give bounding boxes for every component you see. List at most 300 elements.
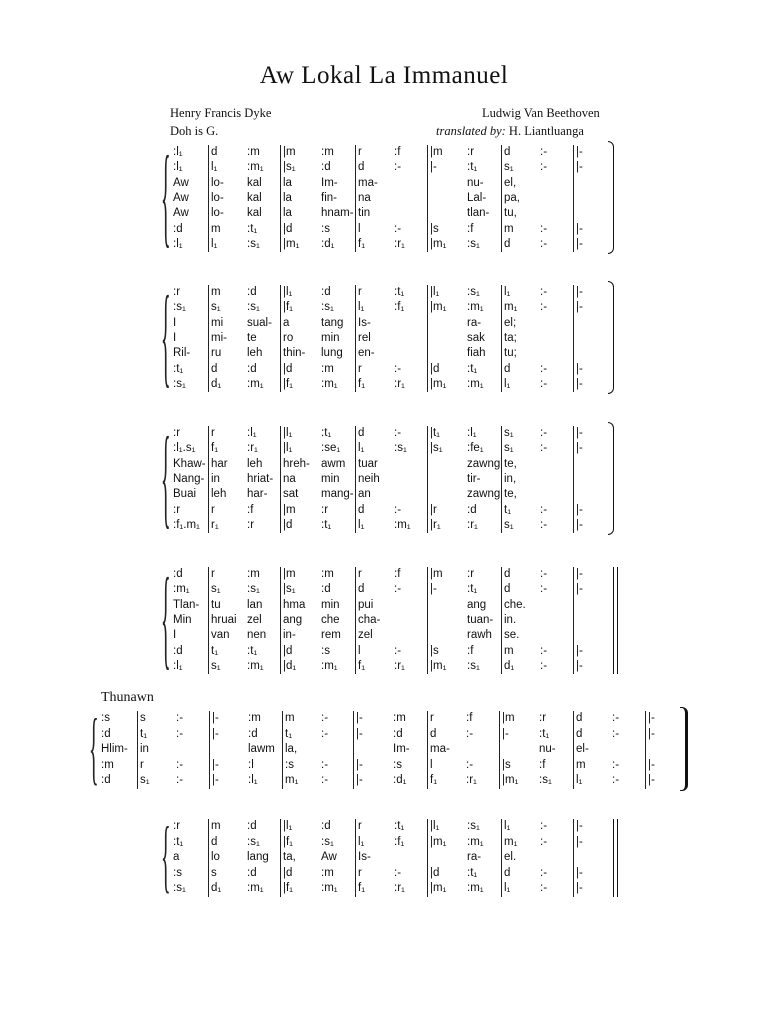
score-cell: |d [430, 362, 440, 375]
score-cell: m [211, 286, 221, 298]
score-cell: |- [212, 727, 219, 740]
score-cell: :r₁ [394, 377, 405, 390]
score-cell: lo- [211, 207, 224, 220]
score-cell: ma- [430, 743, 450, 755]
score-cell: :l [248, 758, 254, 771]
score-cell: |r [430, 503, 437, 516]
score-cell: :r [173, 427, 181, 439]
score-cell: |- [430, 583, 437, 596]
score-cell: hreh- [283, 457, 310, 470]
score-cell: r [358, 568, 362, 580]
score-cell: :- [612, 712, 620, 724]
score-cell: a [283, 316, 290, 329]
score-cell: lo- [211, 176, 224, 189]
score-cell: :m [247, 146, 260, 158]
score-cell: l₁ [504, 820, 511, 832]
score-cell: |m₁ [430, 237, 447, 250]
score-cell: :- [540, 583, 548, 596]
score-cell: |- [576, 568, 583, 580]
score-cell: :s₁ [321, 301, 334, 314]
score-cell: l [430, 758, 433, 771]
score-cell: |m₁ [430, 377, 447, 390]
music-system [0, 418, 768, 543]
score-cell: :- [321, 727, 329, 740]
score-cell: d [576, 727, 583, 740]
score-cell: |m [283, 568, 296, 580]
score-cell: Hlim- [101, 743, 128, 755]
score-cell: |s₁ [430, 442, 443, 455]
score-cell: s₁ [504, 161, 514, 174]
score-cell: d [504, 146, 511, 158]
score-row [0, 567, 768, 582]
score-cell: ra- [467, 851, 482, 863]
score-cell: |s [430, 644, 439, 657]
score-row [0, 518, 768, 533]
score-cell: :d [247, 362, 257, 375]
score-cell: |- [212, 774, 219, 786]
score-cell: :t₁ [247, 644, 258, 657]
score-cell: |m [283, 146, 296, 158]
score-cell: la [283, 176, 292, 189]
score-cell: d [430, 727, 437, 740]
score-cell: :s [173, 866, 182, 879]
score-row [0, 426, 768, 441]
score-cell: d [358, 583, 365, 596]
score-cell: d [358, 161, 365, 174]
score-cell: ang [283, 613, 303, 626]
chorus-label: Thunawn [101, 690, 154, 705]
score-cell: :s₁ [173, 301, 186, 314]
score-cell: :- [540, 644, 548, 657]
score-cell: d₁ [211, 377, 222, 390]
score-cell: min [321, 598, 340, 611]
score-cell: :- [321, 712, 329, 724]
score-cell: :m [321, 568, 334, 580]
system-brace: { [89, 704, 99, 795]
score-row [0, 346, 768, 361]
score-cell: f₁ [358, 377, 366, 390]
score-cell: :- [540, 427, 548, 439]
score-cell: awm [321, 457, 346, 470]
score-cell: |l₁ [283, 427, 293, 439]
score-cell: :f [539, 758, 546, 771]
score-cell: thin- [283, 347, 306, 360]
score-cell: d₁ [504, 659, 515, 672]
score-cell: m [504, 644, 514, 657]
score-cell: m [211, 820, 221, 832]
score-cell: |- [356, 712, 363, 724]
score-cell: lo- [211, 191, 224, 204]
score-cell: :- [394, 161, 402, 174]
score-cell: :s [285, 758, 294, 771]
score-cell: Aw [173, 191, 189, 204]
score-cell: la [283, 207, 292, 220]
score-cell: r [211, 427, 215, 439]
score-row [0, 613, 768, 628]
score-cell: :s₁ [467, 820, 480, 832]
score-cell: :l₁ [173, 161, 183, 174]
score-cell: har- [247, 488, 268, 501]
score-row [0, 191, 768, 206]
score-row [0, 819, 768, 834]
music-system [0, 704, 768, 795]
score-cell: :t₁ [467, 362, 478, 375]
score-cell: s₁ [504, 442, 514, 455]
score-cell: :- [540, 568, 548, 580]
score-cell: :d₁ [393, 774, 407, 786]
score-cell: rem [321, 629, 341, 642]
score-cell: |- [356, 774, 363, 786]
score-cell: :s₁ [173, 377, 186, 390]
score-cell: :r [173, 503, 181, 516]
score-cell: Is- [358, 316, 371, 329]
score-row [0, 598, 768, 613]
score-cell: :- [540, 377, 548, 390]
score-cell: r [358, 146, 362, 158]
score-cell: |- [576, 377, 583, 390]
score-row [0, 160, 768, 175]
score-cell: l [358, 222, 361, 235]
score-cell: :s₁ [247, 583, 260, 596]
score-cell: sual- [247, 316, 272, 329]
score-cell: mang- [321, 488, 354, 501]
score-cell: |- [502, 727, 509, 740]
score-row [0, 300, 768, 315]
music-system [0, 277, 768, 402]
score-cell: :- [612, 774, 620, 786]
system-brace: { [161, 137, 171, 262]
score-cell: :- [540, 301, 548, 314]
score-row [0, 773, 768, 788]
score-cell: :fe₁ [467, 442, 484, 455]
score-cell: che [321, 613, 340, 626]
score-cell: :- [176, 712, 184, 724]
score-cell: r [358, 820, 362, 832]
score-cell: tuar [358, 457, 378, 470]
score-cell: :- [466, 758, 474, 771]
score-cell: Khaw- [173, 457, 206, 470]
score-cell: in, [504, 472, 517, 485]
score-cell: lawm [248, 743, 275, 755]
score-cell: :- [612, 727, 620, 740]
score-cell: |- [576, 161, 583, 174]
lyricist: Henry Francis Dyke [170, 106, 272, 120]
score-row [0, 176, 768, 191]
score-cell: |d [283, 362, 293, 375]
score-row [0, 362, 768, 377]
score-cell: :t₁ [539, 727, 550, 740]
score-cell: Is- [358, 851, 371, 863]
score-cell: |m₁ [430, 835, 447, 848]
score-cell: l [358, 644, 361, 657]
score-cell: |- [576, 442, 583, 455]
score-cell: min [321, 472, 340, 485]
score-cell: m [211, 222, 221, 235]
score-cell: r [358, 286, 362, 298]
score-cell: :f [467, 644, 474, 657]
score-cell: f₁ [358, 659, 366, 672]
score-cell: ma- [358, 176, 378, 189]
score-cell: se. [504, 629, 520, 642]
score-cell: hnam- [321, 207, 354, 220]
score-cell: |- [576, 882, 583, 894]
score-cell: :d [467, 503, 477, 516]
score-cell: Im- [321, 176, 338, 189]
score-cell: |- [576, 503, 583, 516]
score-cell: s [140, 712, 146, 724]
score-cell: tlan- [467, 207, 490, 220]
score-cell: d [576, 712, 583, 724]
score-cell: Aw [173, 207, 189, 220]
score-cell: :t₁ [321, 427, 332, 439]
score-cell: :d [101, 774, 111, 786]
score-cell: sat [283, 488, 299, 501]
system-brace: { [161, 812, 171, 903]
score-cell: :s₁ [173, 882, 186, 894]
score-row [0, 628, 768, 643]
score-cell: m₁ [504, 835, 518, 848]
translator-prefix: translated by [436, 124, 502, 138]
score-cell: :f [394, 146, 401, 158]
score-cell: :r [467, 568, 475, 580]
score-cell: zawng [467, 488, 501, 501]
score-cell: mi- [211, 331, 227, 344]
score-cell: rel [358, 331, 371, 344]
score-cell: |s [430, 222, 439, 235]
score-cell: :s₁ [394, 442, 407, 455]
score-cell: te [247, 331, 257, 344]
score-cell: :d [101, 727, 111, 740]
music-system [0, 137, 768, 262]
score-cell: :s [101, 712, 110, 724]
score-cell: in- [283, 629, 296, 642]
score-cell: :- [540, 237, 548, 250]
system-brace: { [161, 418, 171, 543]
score-cell: hruai [211, 613, 237, 626]
score-cell: Ril- [173, 347, 191, 360]
score-cell: |- [576, 835, 583, 848]
score-row [0, 866, 768, 881]
score-cell: :s [393, 758, 402, 771]
score-cell: har [211, 457, 228, 470]
score-cell: :d [321, 583, 331, 596]
score-row [0, 644, 768, 659]
score-cell: :s₁ [247, 301, 260, 314]
score-cell: |m [430, 568, 443, 580]
score-cell: r [358, 866, 362, 879]
score-cell: ang [467, 598, 487, 611]
score-cell: :r [539, 712, 547, 724]
score-cell: |- [576, 644, 583, 657]
score-cell: ra- [467, 316, 482, 329]
score-cell: t₁ [211, 644, 219, 657]
score-cell: m [504, 222, 514, 235]
score-cell: :s₁ [539, 774, 552, 786]
score-cell: :d [321, 820, 331, 832]
score-cell: :f₁ [394, 301, 405, 314]
score-cell: tin [358, 207, 371, 220]
score-cell: :- [394, 866, 402, 879]
score-cell: Lal- [467, 191, 487, 204]
score-row [0, 316, 768, 331]
score-cell: l₁ [504, 882, 511, 894]
score-cell: |- [430, 161, 437, 174]
score-cell: :d [247, 820, 257, 832]
score-cell: :m₁ [173, 583, 190, 596]
score-cell: a [173, 851, 180, 863]
score-cell: |- [576, 237, 583, 250]
score-cell: l₁ [211, 237, 218, 250]
score-cell: an [358, 488, 371, 501]
score-row [0, 285, 768, 300]
score-cell: |f₁ [283, 301, 294, 314]
score-cell: :d₁ [321, 237, 335, 250]
score-row [0, 377, 768, 392]
score-row [0, 472, 768, 487]
score-cell: :- [321, 758, 329, 771]
score-row [0, 835, 768, 850]
score-cell: :m [321, 362, 334, 375]
score-cell: tuan- [467, 613, 494, 626]
score-cell: kal [247, 207, 262, 220]
score-cell: :r₁ [466, 774, 477, 786]
score-cell: s₁ [504, 427, 514, 439]
score-cell: el- [576, 743, 589, 755]
score-row [0, 441, 768, 456]
translator-line: translated by: H. Liantluanga [436, 124, 584, 138]
score-cell: :- [394, 427, 402, 439]
score-cell: :f [394, 568, 401, 580]
score-cell: cha- [358, 613, 381, 626]
score-cell: |- [648, 727, 655, 740]
score-cell: |l₁ [430, 820, 440, 832]
score-cell: :- [176, 727, 184, 740]
score-cell: :d [393, 727, 403, 740]
score-cell: :r₁ [394, 882, 405, 894]
score-cell: tir- [467, 472, 481, 485]
score-cell: :r [247, 518, 255, 531]
score-cell: :l₁ [173, 146, 183, 158]
score-cell: el, [504, 176, 517, 189]
score-cell: lung [321, 347, 343, 360]
score-cell: Aw [173, 176, 189, 189]
score-cell: :l₁ [173, 659, 183, 672]
score-cell: d [504, 568, 511, 580]
score-cell: :d [173, 568, 183, 580]
score-cell: zel [358, 629, 373, 642]
score-cell: |d₁ [283, 659, 297, 672]
score-cell: :- [394, 362, 402, 375]
score-cell: r [211, 503, 215, 516]
score-cell: :m₁ [247, 377, 264, 390]
score-cell: ta; [504, 331, 517, 344]
score-cell: ru [211, 347, 222, 360]
score-cell: f₁ [430, 774, 438, 786]
score-cell: el. [504, 851, 517, 863]
score-cell: :m [393, 712, 406, 724]
score-cell: d₁ [211, 882, 222, 894]
score-cell: kal [247, 191, 262, 204]
score-cell: :m₁ [321, 377, 338, 390]
score-cell: |s [502, 758, 511, 771]
score-cell: |- [648, 758, 655, 771]
score-cell: :r [173, 286, 181, 298]
score-row [0, 145, 768, 160]
score-cell: :d [173, 222, 183, 235]
score-cell: :- [540, 518, 548, 531]
score-cell: |m₁ [430, 301, 447, 314]
score-cell: :t₁ [247, 222, 258, 235]
score-cell: :m [101, 758, 114, 771]
score-row [0, 659, 768, 674]
score-cell: :r₁ [467, 518, 478, 531]
score-row [0, 237, 768, 252]
score-cell: na [358, 191, 371, 204]
score-cell: :r [173, 820, 181, 832]
score-cell: zawng [467, 457, 501, 470]
score-cell: I [173, 316, 177, 329]
score-cell: :r₁ [394, 659, 405, 672]
score-cell: :d [173, 644, 183, 657]
score-cell: |d [283, 866, 293, 879]
score-cell: :d [321, 286, 331, 298]
score-cell: :- [540, 882, 548, 894]
score-cell: l₁ [358, 301, 365, 314]
score-cell: :s [321, 222, 330, 235]
score-cell: :t₁ [467, 161, 478, 174]
score-cell: :f [247, 503, 254, 516]
score-cell: d [358, 503, 365, 516]
score-cell: :- [321, 774, 329, 786]
score-cell: :m₁ [467, 882, 484, 894]
score-cell: :- [540, 659, 548, 672]
score-cell: |l₁ [430, 286, 440, 298]
score-cell: :- [540, 503, 548, 516]
score-cell: Buai [173, 488, 197, 501]
score-cell: m [285, 712, 295, 724]
score-cell: :f₁ [394, 835, 405, 848]
score-cell: in. [504, 613, 517, 626]
score-cell: mi [211, 316, 224, 329]
score-cell: :t₁ [321, 518, 332, 531]
translator-name: H. Liantluanga [508, 124, 584, 138]
score-cell: r [211, 568, 215, 580]
score-cell: te, [504, 457, 517, 470]
score-cell: |d [430, 866, 440, 879]
score-cell: :m [321, 866, 334, 879]
score-cell: :- [176, 774, 184, 786]
score-cell: :l₁.s₁ [173, 442, 196, 455]
score-cell: |- [212, 712, 219, 724]
score-cell: :- [540, 835, 548, 848]
score-cell: |- [212, 758, 219, 771]
score-cell: in [140, 743, 149, 755]
score-cell: :f [467, 222, 474, 235]
score-cell: d [504, 866, 511, 879]
score-cell: :- [540, 362, 548, 375]
score-cell: kal [247, 176, 262, 189]
score-row [0, 457, 768, 472]
score-cell: el; [504, 316, 517, 329]
score-cell: d [358, 427, 365, 439]
score-cell: :s [321, 644, 330, 657]
score-cell: I [173, 331, 177, 344]
score-cell: |d [283, 644, 293, 657]
score-cell: |s₁ [283, 161, 296, 174]
score-row [0, 727, 768, 742]
score-cell: :se₁ [321, 442, 341, 455]
score-cell: Min [173, 613, 192, 626]
